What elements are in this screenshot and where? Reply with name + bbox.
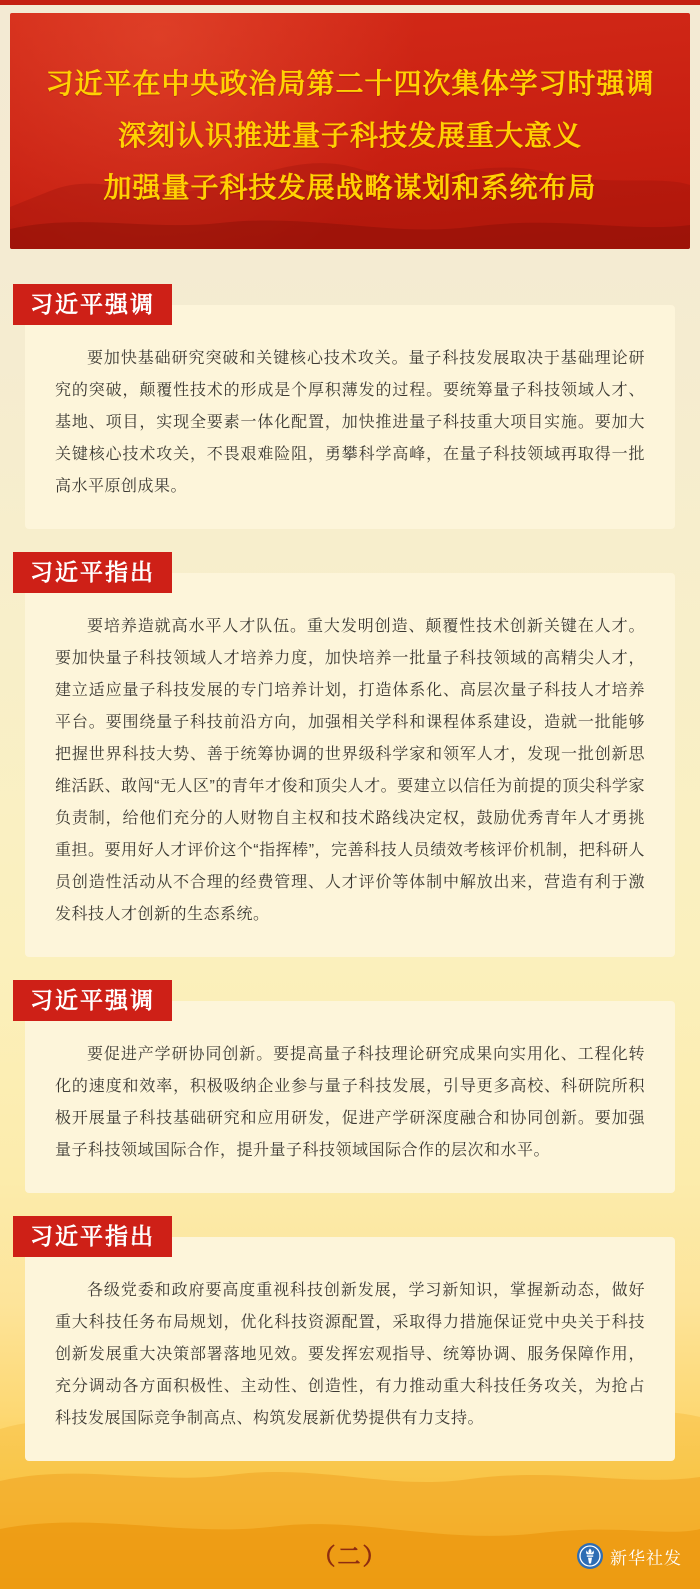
page-number: （二）	[312, 1543, 388, 1569]
quote-text-1: 要加快基础研究突破和关键核心技术攻关。量子科技发展取决于基础理论研究的突破，颠覆性技术的形成是个厚积薄发的过程。要统筹量子科技领域人才、基地、项目，实现全要素一体化配置，加快推进量子科技重大项目实施。要加大关键核心技术攻关，不畏艰难险阻，勇攀科学高峰，在量子科技领域再取得一批高水平原创成果。	[55, 350, 645, 495]
speaker-badge-1: 习近平强调	[13, 284, 172, 325]
quote-text-3: 要促进产学研协同创新。要提高量子科技理论研究成果向实用化、工程化转化的速度和效率，积极吸纳企业参与量子科技发展，引导更多高校、科研院所积极开展量子科技基础研究和应用研发，促进产学研深度融合和协同创新。要加强量子科技领域国际合作，提升量子科技领域国际合作的层次和水平。	[55, 1046, 645, 1159]
quote-block-4	[25, 1237, 675, 1461]
quote-section-4	[25, 1223, 675, 1461]
footer	[0, 1539, 700, 1573]
quote-block-1	[25, 305, 675, 529]
speaker-badge-4: 习近平指出	[13, 1216, 172, 1257]
content-area	[0, 291, 700, 1461]
credit-text: 新华社发	[610, 1548, 682, 1568]
quote-block-3	[25, 1001, 675, 1193]
banner-titles	[10, 13, 690, 203]
speaker-badge-2: 习近平指出	[13, 552, 172, 593]
speaker-badge-3: 习近平强调	[13, 980, 172, 1021]
quote-block-2	[25, 573, 675, 957]
header-banner	[10, 13, 690, 249]
top-red-strip	[0, 0, 700, 5]
credit	[577, 1539, 682, 1573]
quote-text-2: 要培养造就高水平人才队伍。重大发明创造、颠覆性技术创新关键在人才。要加快量子科技领域人才培养力度，加快培养一批量子科技领域的高精尖人才，建立适应量子科技发展的专门培养计划，打造体系化、高层次量子科技人才培养平台。要围绕量子科技前沿方向，加强相关学科和课程体系建设，造就一批能够把握世界科技大势、善于统筹协调的世界级科学家和领军人才，发现一批创新思维活跃、敢闯“无人区”的青年才俊和顶尖人才。要建立以信任为前提的顶尖科学家负责制，给他们充分的人财物自主权和技术路线决定权，鼓励优秀青年人才勇挑重担。要用好人才评价这个“指挥棒”，完善科技人员绩效考核评价机制，把科研人员创造性活动从不合理的经费管理、人才评价等体制中解放出来，营造有利于激发科技人才创新的生态系统。	[55, 618, 645, 923]
banner-title-line-3: 加强量子科技发展战略谋划和系统布局	[103, 171, 597, 203]
xinhua-logo-icon	[577, 1543, 603, 1569]
quote-section-3	[25, 987, 675, 1193]
banner-title-line-2: 深刻认识推进量子科技发展重大意义	[117, 119, 582, 151]
banner-title-line-1: 习近平在中央政治局第二十四次集体学习时强调	[45, 68, 655, 99]
quote-section-2	[25, 559, 675, 957]
quote-section-1	[25, 291, 675, 529]
quote-text-4: 各级党委和政府要高度重视科技创新发展，学习新知识，掌握新动态，做好重大科技任务布局规划，优化科技资源配置，采取得力措施保证党中央关于科技创新发展重大决策部署落地见效。要发挥宏观指导、统筹协调、服务保障作用，充分调动各方面积极性、主动性、创造性，有力推动重大科技任务攻关，为抢占科技发展国际竞争制高点、构筑发展新优势提供有力支持。	[55, 1282, 645, 1427]
